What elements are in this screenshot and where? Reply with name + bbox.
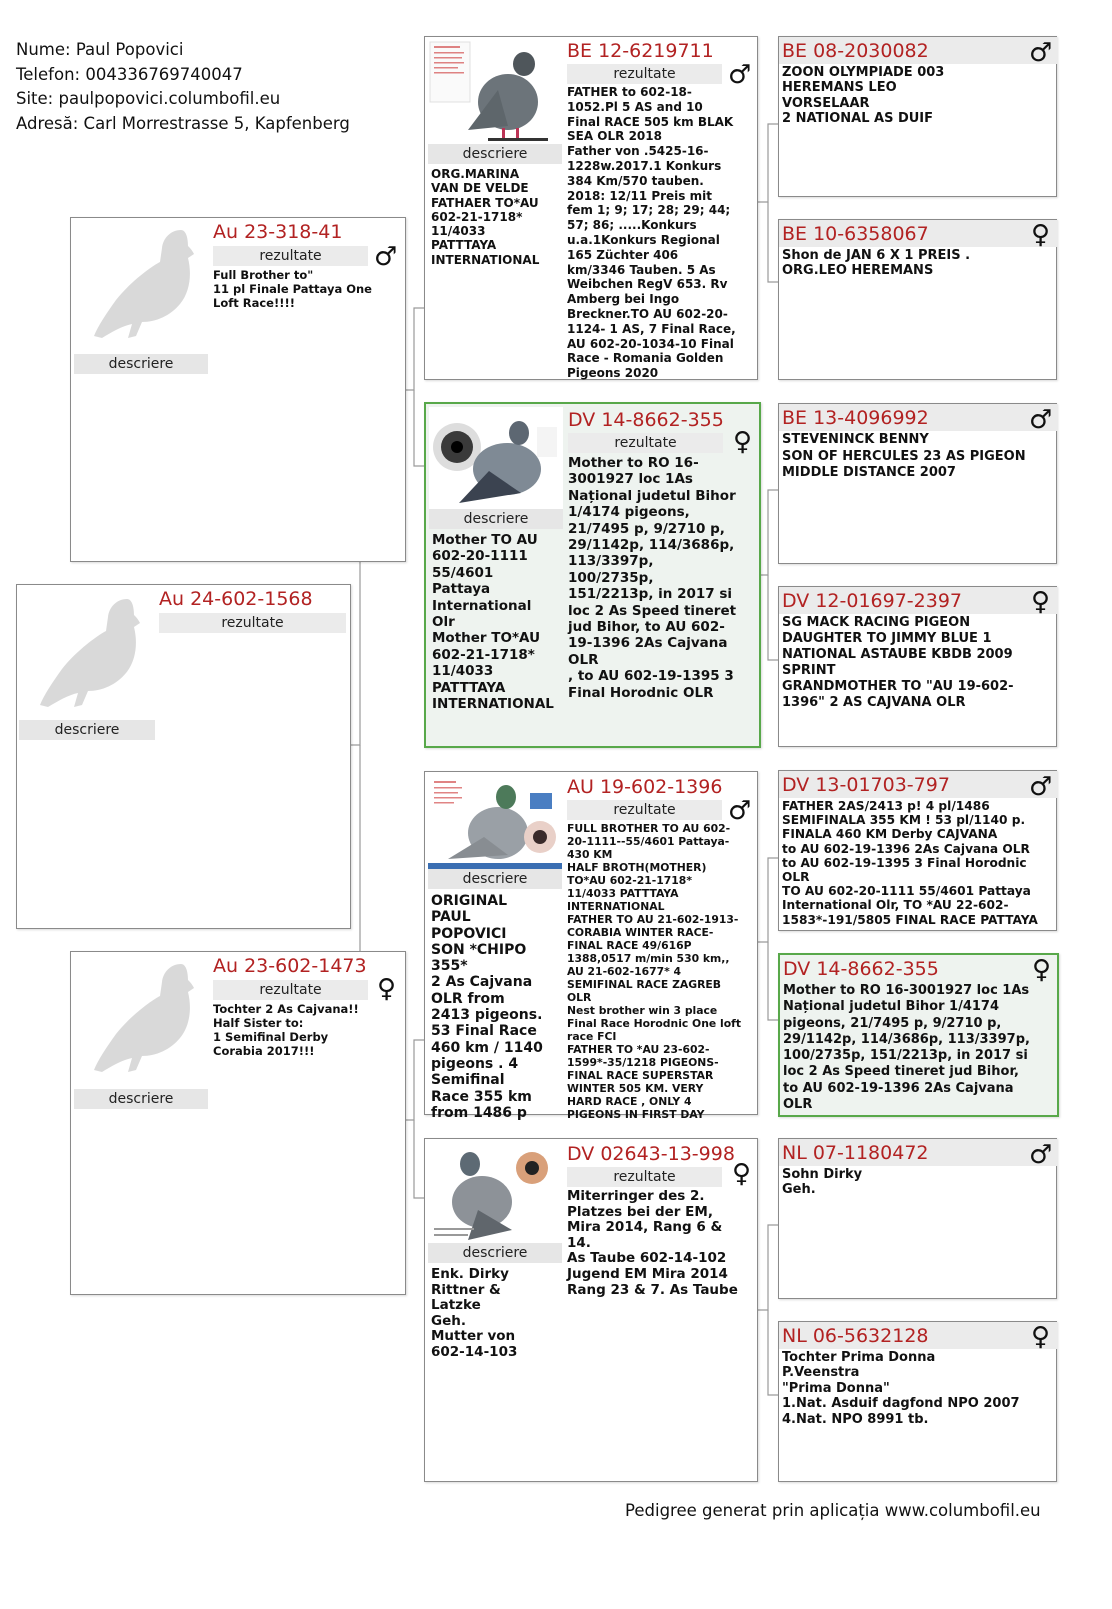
results-button[interactable]: rezultate	[568, 433, 723, 453]
ssd-card[interactable]	[778, 219, 1057, 380]
pigeon-photo-icon	[428, 1142, 562, 1246]
pigeon-description: ORG.MARINA VAN DE VELDE FATHAER TO*AU 602-21-1718* 11/4033 PATTTAYA INTERNATIONAL	[431, 167, 540, 267]
male-icon: ♂	[1029, 1140, 1053, 1170]
female-icon: ♀	[1031, 587, 1051, 617]
dam-card[interactable]	[70, 951, 406, 1295]
female-icon: ♀	[377, 974, 397, 1004]
sds-card[interactable]	[778, 403, 1057, 564]
owner-name: Nume: Paul Popovici	[16, 40, 184, 59]
description-button[interactable]: descriere	[74, 354, 208, 374]
pigeon-notes: FULL BROTHER TO AU 602- 20-1111--55/4601 Pattaya- 430 KM HALF BROTH(MOTHER) TO*AU 602-21-1718* 11/4033 PATTTAYA INTERNATIONAL FATHER TO AU 21-602-1913- CORABIA WINTER RACE- FINAL RACE 49/616P 1388,0517 m/min 530 km,, AU 21-602-1677* 4 SEMIFINAL RACE ZAGREB OLR Nest brother win 3 place Final Race Horodnic One loft race FCI FATHER TO *AU 23-602- 1599*-35/1218 PIGEONS- FINAL RACE SUPERSTAR WINTER 505 KM. VERY HARD RACE , ONLY 4 PIGEONS IN FIRST DAY	[567, 822, 741, 1121]
ring-number: DV 02643-13-998	[567, 1143, 735, 1165]
dds-card[interactable]	[778, 1138, 1057, 1299]
ring-number: BE 10-6358067	[782, 223, 929, 245]
ring-number: NL 06-5632128	[782, 1325, 929, 1347]
pigeon-notes: Sohn Dirky Geh.	[782, 1167, 863, 1198]
results-button[interactable]: rezultate	[567, 800, 722, 820]
sire-card[interactable]	[70, 217, 406, 562]
pigeon-photo-icon	[428, 775, 562, 869]
owner-address: Adresă: Carl Morrestrasse 5, Kapfenberg	[16, 113, 350, 133]
ring-number: BE 08-2030082	[782, 40, 929, 62]
ring-number: AU 19-602-1396	[567, 776, 723, 798]
pigeon-photo[interactable]	[428, 775, 562, 869]
ring-number: DV 13-01703-797	[782, 774, 950, 796]
dam-sire-card[interactable]	[424, 771, 758, 1121]
pigeon-description: ORIGINAL PAUL POPOVICI SON *CHIPO 355* 2 As Cajvana OLR from 2413 pigeons. 53 Final Race 460 km / 1140 pigeons . 4 Semifinal Race 355 km from 1486 p	[431, 893, 543, 1121]
pigeon-silhouette-icon	[35, 595, 155, 723]
pigeon-silhouette-icon	[89, 226, 209, 354]
results-button[interactable]: rezultate	[567, 1167, 722, 1187]
owner-phone: Telefon: 004336769740047	[16, 64, 243, 84]
pigeon-description: Mother TO AU 602-20-1111 55/4601 Pattaya International Olr Mother TO*AU 602-21-1718* 11/4033 PATTTAYA INTERNATIONAL	[432, 532, 554, 713]
male-icon: ♂	[1029, 38, 1053, 68]
male-icon: ♂	[374, 242, 398, 272]
sdd-card[interactable]	[778, 586, 1057, 747]
pigeon-notes: FATHER 2AS/2413 p! 4 pl/1486 SEMIFINALA 355 KM ! 53 pl/1140 p. FINALA 460 KM Derby CAJVANA to AU 602-19-1396 2As Cajvana OLR to AU 602-19-1395 3 Final Horodnic OLR TO AU 602-20-1111 55/4601 Pattaya International Olr, TO *AU 22-602- 1583*-191/5805 FINAL RACE PATTAYA	[782, 799, 1038, 927]
owner-site[interactable]: Site: paulpopovici.columbofil.eu	[16, 89, 281, 108]
dsd-card[interactable]	[778, 953, 1059, 1117]
ring-number: Au 23-602-1473	[213, 955, 367, 977]
results-button[interactable]: rezultate	[213, 980, 368, 1000]
male-icon: ♂	[1029, 772, 1053, 802]
subject-card[interactable]	[16, 584, 351, 929]
pigeon-notes: Full Brother to" 11 pl Finale Pattaya One Loft Race!!!!	[213, 268, 372, 310]
female-icon: ♀	[1031, 220, 1051, 250]
dss-card[interactable]	[778, 770, 1057, 931]
pigeon-notes: FATHER to 602-18- 1052.Pl 5 AS and 10 Final RACE 505 km BLAK SEA OLR 2018 Father von .5425-16- 1228w.2017.1 Konkurs 384 Km/570 tauben. 2018: 12/11 Preis mit fem 1; 9; 17; 28; 29; 44; 57; 86; .....Konkurs u.a.1Konkurs Regional 165 Züchter 406 km/3346 Tauben. 5 As Weibchen RegV 653. Rv Amberg bei Ingo Breckner.TO AU 602-20- 1124- 1 AS, 7 Final Race, AU 602-20-1034-10 Final Race - Romania Golden Pigeons 2020	[567, 85, 736, 381]
ring-number: DV 14-8662-355	[783, 958, 939, 980]
sss-card[interactable]	[778, 36, 1057, 197]
footer-credit: Pedigree generat prin aplicația www.columbofil.eu	[625, 1501, 1041, 1520]
pigeon-notes: SG MACK RACING PIGEON DAUGHTER TO JIMMY BLUE 1 NATIONAL ASTAUBE KBDB 2009 SPRINT GRANDMOTHER TO "AU 19-602- 1396" 2 AS CAJVANA OLR	[782, 615, 1014, 710]
female-icon: ♀	[1032, 955, 1052, 985]
ddd-card[interactable]	[778, 1321, 1057, 1482]
pigeon-photo[interactable]	[428, 40, 562, 144]
results-button[interactable]: rezultate	[213, 246, 368, 266]
description-button[interactable]: descriere	[428, 144, 562, 164]
pigeon-notes: Miterringer des 2. Platzes bei der EM, Mira 2014, Rang 6 & 14. As Taube 602-14-102 Jugend EM Mira 2014 Rang 23 & 7. As Taube	[567, 1188, 738, 1298]
ring-number: Au 23-318-41	[213, 221, 343, 243]
description-button[interactable]: descriere	[429, 509, 563, 529]
pigeon-notes: ZOON OLYMPIADE 003 HEREMANS LEO VORSELAAR 2 NATIONAL AS DUIF	[782, 65, 945, 127]
description-button[interactable]: descriere	[74, 1089, 208, 1109]
results-button[interactable]: rezultate	[159, 613, 346, 633]
pigeon-photo-icon	[428, 40, 562, 144]
pigeon-photo[interactable]	[428, 1142, 562, 1246]
pigeon-notes: Tochter 2 As Cajvana!! Half Sister to: 1 Semifinal Derby Corabia 2017!!!	[213, 1002, 359, 1058]
dam-dam-card[interactable]	[424, 1138, 758, 1482]
description-button[interactable]: descriere	[428, 1243, 562, 1263]
pigeon-photo-icon	[429, 407, 563, 511]
female-icon: ♀	[1031, 1322, 1051, 1352]
pigeon-notes: Tochter Prima Donna P.Veenstra "Prima Donna" 1.Nat. Asduif dagfond NPO 2007 4.Nat. NPO 8991 tb.	[782, 1350, 1020, 1427]
pigeon-silhouette-icon	[89, 960, 209, 1088]
results-button[interactable]: rezultate	[567, 64, 722, 84]
ring-number: Au 24-602-1568	[159, 588, 313, 610]
ring-number: NL 07-1180472	[782, 1142, 929, 1164]
female-icon: ♀	[733, 427, 753, 457]
sire-dam-card[interactable]	[424, 402, 761, 748]
pigeon-notes: Mother to RO 16-3001927 loc 1As Național judetul Bihor 1/4174 pigeons, 21/7495 p, 9/2710 p, 29/1142p, 114/3686p, 113/3397p, 100/2735p, 151/2213p, in 2017 si loc 2 As Speed tineret jud Bihor, to AU 602-19-1396 2As Cajvana OLR	[783, 983, 1030, 1113]
pigeon-notes: Shon de JAN 6 X 1 PREIS . ORG.LEO HEREMANS	[782, 248, 971, 279]
ring-number: BE 12-6219711	[567, 40, 714, 62]
pigeon-description: Enk. Dirky Rittner & Latzke Geh. Mutter von 602-14-103	[431, 1266, 518, 1360]
ring-number: BE 13-4096992	[782, 407, 929, 429]
description-button[interactable]: descriere	[428, 869, 562, 889]
sire-sire-card[interactable]	[424, 36, 758, 380]
pigeon-notes: STEVENINCK BENNY SON OF HERCULES 23 AS PIGEON MIDDLE DISTANCE 2007	[782, 432, 1026, 480]
male-icon: ♂	[728, 60, 752, 90]
male-icon: ♂	[728, 796, 752, 826]
pigeon-notes: Mother to RO 16- 3001927 loc 1As Național judetul Bihor 1/4174 pigeons, 21/7495 p, 9/2710 p, 29/1142p, 114/3686p, 113/3397p, 100/2735p, 151/2213p, in 2017 si loc 2 As Speed tineret jud Bihor, to AU 602- 19-1396 2As Cajvana OLR , to AU 602-19-1395 3 Final Horodnic OLR	[568, 455, 737, 701]
ring-number: DV 14-8662-355	[568, 409, 724, 431]
ring-number: DV 12-01697-2397	[782, 590, 963, 612]
description-button[interactable]: descriere	[19, 720, 155, 740]
pigeon-photo[interactable]	[429, 407, 563, 511]
female-icon: ♀	[732, 1159, 752, 1189]
male-icon: ♂	[1029, 405, 1053, 435]
